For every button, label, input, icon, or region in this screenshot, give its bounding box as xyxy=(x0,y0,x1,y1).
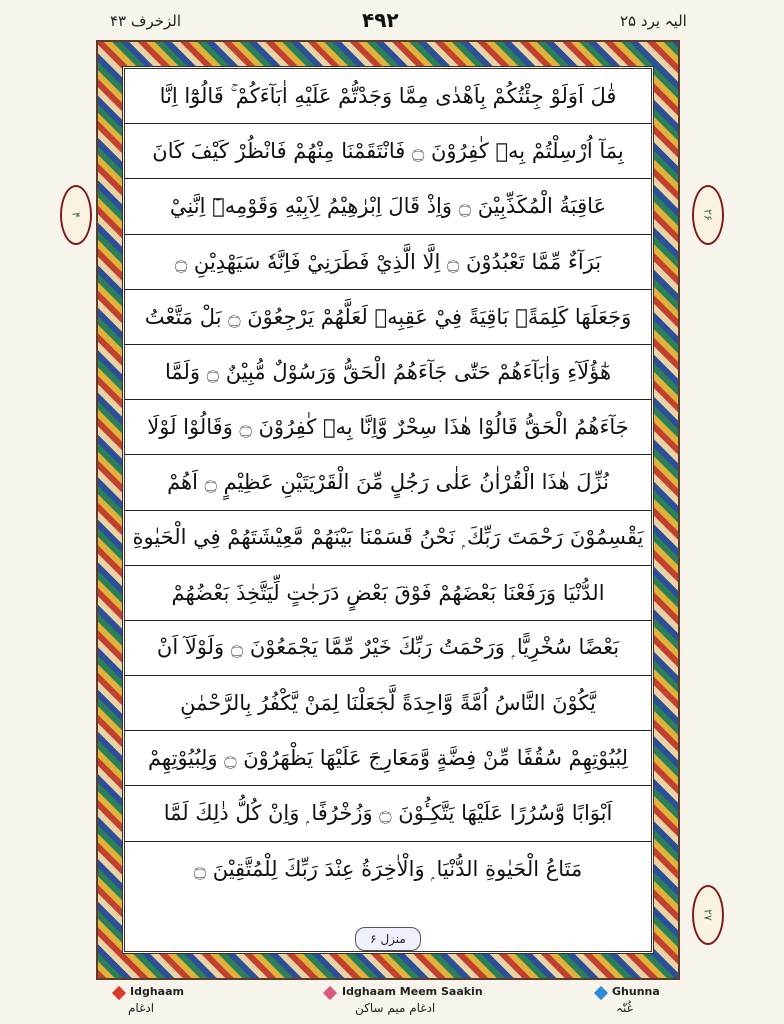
text-panel xyxy=(122,66,654,954)
red-diamond-icon xyxy=(112,986,126,1000)
verse-line: نُزِّلَ هٰذَا الْقُرْاٰنُ عَلٰى رَجُلٍ مِّنَ الْقَرْيَتَيْنِ عَظِيْمٍ ۝ اَهُمْ xyxy=(125,455,651,510)
legend-urdu: غُنّہ xyxy=(616,1001,633,1015)
verse-line: بِمَآ اُرْسِلْتُمْ بِهٖ كٰفِرُوْنَ ۝ فَانْتَقَمْنَا مِنْهُمْ فَانْظُرْ كَيْفَ كَانَ xyxy=(125,124,651,179)
ruku-marker-bottom: ۲۷ xyxy=(692,885,724,945)
ornamental-border xyxy=(96,40,680,980)
verse-line: مَتَاعُ الْحَيٰوةِ الدُّنْيَا ۭ وَالْاٰخِرَةُ عِنْدَ رَبِّكَ لِلْمُتَّقِيْنَ ۝ xyxy=(193,856,583,881)
verse-line: وَجَعَلَهَا كَلِمَةًۢ بَاقِيَةً فِيْ عَقِبِهٖ لَعَلَّهُمْ يَرْجِعُوْنَ ۝ بَلْ مَتَّعْتُ xyxy=(125,290,651,345)
verse-line: لِبُيُوْتِهِمْ سُقُفًا مِّنْ فِضَّةٍ وَّمَعَارِجَ عَلَيْهَا يَظْهَرُوْنَ ۝ وَلِبُيُوْتِهِمْ xyxy=(125,731,651,786)
verse-line: هٰٓؤُلَآءِ وَاٰبَآءَهُمْ حَتّٰى جَآءَهُمُ الْحَقُّ وَرَسُوْلٌ مُّبِيْنٌ ۝ وَلَمَّا xyxy=(125,345,651,400)
verse-line: يَّكُوْنَ النَّاسُ اُمَّةً وَّاحِدَةً لَّجَعَلْنَا لِمَنْ يَّكْفُرُ بِالرَّحْمٰنِ xyxy=(125,676,651,731)
juz-name: الیہ یرد ۲۵ xyxy=(620,12,687,30)
verse-line: جَآءَهُمُ الْحَقُّ قَالُوْا هٰذَا سِحْرٌ وَّاِنَّا بِهٖ كٰفِرُوْنَ ۝ وَقَالُوْا لَوْلَا xyxy=(125,400,651,455)
page-header xyxy=(0,6,784,36)
blue-diamond-icon xyxy=(594,986,608,1000)
verse-line: اَبْوَابًا وَّسُرُرًا عَلَيْهَا يَتَّكِـُٔوْنَ ۝ وَزُخْرُفًا ۭ وَاِنْ كُلُّ ذٰلِكَ لَمَّا xyxy=(125,786,651,841)
verse-line: قٰلَ اَوَلَوْ جِئْتُكُمْ بِاَهْدٰى مِمَّا وَجَدْتُّمْ عَلَيْهِ اٰبَآءَكُمْ ۚ قَالُوْٓا اِنَّا xyxy=(125,69,651,124)
verse-line: عَاقِبَةُ الْمُكَذِّبِيْنَ ۝ وَاِذْ قَالَ اِبْرٰهِيْمُ لِاَبِيْهِ وَقَوْمِهٖٓ اِنَّنِيْ xyxy=(125,179,651,234)
ruku-marker-right: ۲۶ xyxy=(692,185,724,245)
legend-urdu: ادغام میم ساکن xyxy=(355,1001,436,1015)
pink-diamond-icon xyxy=(323,986,337,1000)
manzil-badge: منزل ۶ xyxy=(355,927,421,951)
ruku-marker-left: ۴ xyxy=(60,185,92,245)
legend-urdu: ادغام xyxy=(128,1001,155,1015)
surah-name: الزخرف ۴۳ xyxy=(110,12,182,30)
page-number: ۴۹۲ xyxy=(362,8,399,32)
verse-line: بَرَآءٌ مِّمَّا تَعْبُدُوْنَ ۝ اِلَّا الَّذِيْ فَطَرَنِيْ فَاِنَّهٗ سَيَهْدِيْنِ ۝ xyxy=(125,235,651,290)
verse-lines xyxy=(125,69,651,921)
verse-line: الدُّنْيَا وَرَفَعْنَا بَعْضَهُمْ فَوْقَ بَعْضٍ دَرَجٰتٍ لِّيَتَّخِذَ بَعْضُهُمْ xyxy=(125,566,651,621)
legend-name: Idghaam xyxy=(130,985,184,998)
legend-name: Ghunna xyxy=(612,985,660,998)
verse-line: بَعْضًا سُخْرِيًّا ۭ وَرَحْمَتُ رَبِّكَ خَيْرٌ مِّمَّا يَجْمَعُوْنَ ۝ وَلَوْلَآ اَنْ xyxy=(125,621,651,676)
tajweed-legend xyxy=(0,985,784,1024)
verse-line: يَقْسِمُوْنَ رَحْمَتَ رَبِّكَ ۭ نَحْنُ قَسَمْنَا بَيْنَهُمْ مَّعِيْشَتَهُمْ فِي الْحَيٰوةِ xyxy=(125,511,651,566)
legend-name: Idghaam Meem Saakin xyxy=(342,985,483,998)
